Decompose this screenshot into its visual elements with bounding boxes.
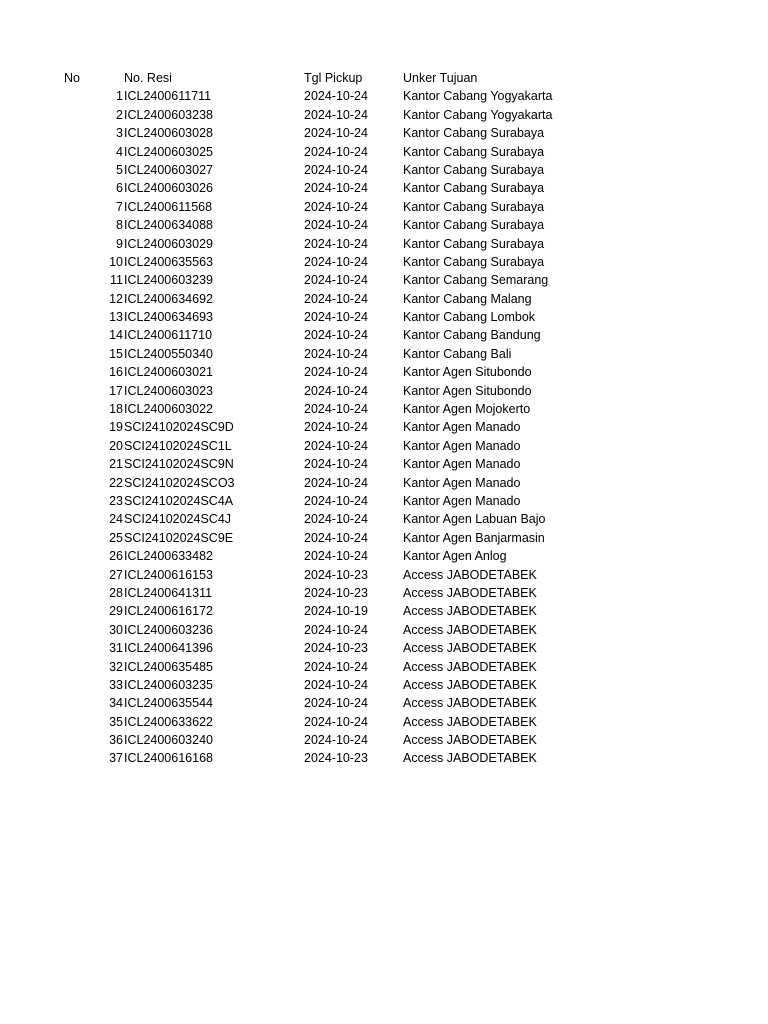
- header-unker-tujuan: Unker Tujuan: [403, 71, 478, 85]
- row-tgl-pickup: 2024-10-24: [304, 622, 368, 637]
- table-row: [0, 694, 768, 712]
- row-unker-tujuan: Kantor Cabang Surabaya: [403, 199, 545, 214]
- row-unker-tujuan: Access JABODETABEK: [403, 696, 537, 711]
- row-tgl-pickup: 2024-10-19: [304, 604, 368, 619]
- row-resi: SCI24102024SC9N: [124, 457, 234, 472]
- table-row: [0, 676, 768, 694]
- row-tgl-pickup: 2024-10-24: [304, 696, 368, 711]
- table-row: [0, 510, 768, 528]
- row-tgl-pickup: 2024-10-24: [304, 346, 368, 361]
- row-tgl-pickup: 2024-10-24: [304, 291, 368, 306]
- row-tgl-pickup: 2024-10-23: [304, 585, 368, 600]
- row-unker-tujuan: Access JABODETABEK: [403, 714, 537, 729]
- row-number: 6: [116, 181, 123, 196]
- row-tgl-pickup: 2024-10-24: [304, 493, 368, 508]
- row-number: 19: [109, 420, 123, 435]
- row-unker-tujuan: Access JABODETABEK: [403, 622, 537, 637]
- row-resi: ICL2400616153: [124, 567, 213, 582]
- row-unker-tujuan: Access JABODETABEK: [403, 733, 537, 748]
- row-number: 15: [109, 346, 123, 361]
- row-unker-tujuan: Kantor Agen Situbondo: [403, 365, 532, 380]
- row-unker-tujuan: Access JABODETABEK: [403, 659, 537, 674]
- row-resi: ICL2400603023: [124, 383, 213, 398]
- row-number: 35: [109, 714, 123, 729]
- row-unker-tujuan: Kantor Cabang Yogyakarta: [403, 89, 553, 104]
- row-resi: ICL2400603021: [124, 365, 213, 380]
- table-row: [0, 437, 768, 455]
- row-unker-tujuan: Kantor Cabang Malang: [403, 291, 532, 306]
- row-tgl-pickup: 2024-10-24: [304, 218, 368, 233]
- table-body: [0, 87, 768, 767]
- header-resi: No. Resi: [124, 71, 172, 85]
- row-resi: ICL2400603235: [124, 677, 213, 692]
- table-row: [0, 161, 768, 179]
- row-resi: ICL2400635544: [124, 696, 213, 711]
- table-row: [0, 658, 768, 676]
- row-number: 28: [109, 585, 123, 600]
- row-resi: ICL2400634088: [124, 218, 213, 233]
- row-tgl-pickup: 2024-10-24: [304, 144, 368, 159]
- row-resi: ICL2400603022: [124, 402, 213, 417]
- row-number: 11: [110, 273, 123, 288]
- table-row: [0, 363, 768, 381]
- row-number: 32: [109, 659, 123, 674]
- row-number: 33: [109, 677, 123, 692]
- row-tgl-pickup: 2024-10-24: [304, 402, 368, 417]
- row-tgl-pickup: 2024-10-24: [304, 714, 368, 729]
- row-unker-tujuan: Access JABODETABEK: [403, 604, 537, 619]
- row-tgl-pickup: 2024-10-24: [304, 365, 368, 380]
- table-row: [0, 455, 768, 473]
- row-tgl-pickup: 2024-10-24: [304, 475, 368, 490]
- table-row: [0, 326, 768, 344]
- table-row: [0, 87, 768, 105]
- row-tgl-pickup: 2024-10-24: [304, 310, 368, 325]
- row-resi: ICL2400603027: [124, 162, 213, 177]
- row-tgl-pickup: 2024-10-24: [304, 659, 368, 674]
- row-tgl-pickup: 2024-10-24: [304, 162, 368, 177]
- row-unker-tujuan: Kantor Agen Banjarmasin: [403, 530, 545, 545]
- row-unker-tujuan: Kantor Cabang Surabaya: [403, 162, 545, 177]
- table-row: [0, 566, 768, 584]
- row-number: 10: [109, 254, 123, 269]
- table-row: [0, 400, 768, 418]
- row-tgl-pickup: 2024-10-24: [304, 236, 368, 251]
- table-row: [0, 602, 768, 620]
- row-unker-tujuan: Access JABODETABEK: [403, 677, 537, 692]
- table-row: [0, 529, 768, 547]
- header-row: [0, 69, 768, 87]
- row-tgl-pickup: 2024-10-24: [304, 512, 368, 527]
- row-number: 29: [109, 604, 123, 619]
- table-row: [0, 749, 768, 767]
- table-row: [0, 253, 768, 271]
- row-unker-tujuan: Kantor Cabang Surabaya: [403, 144, 545, 159]
- row-number: 20: [109, 438, 123, 453]
- row-resi: ICL2400634692: [124, 291, 213, 306]
- table-row: [0, 547, 768, 565]
- row-unker-tujuan: Access JABODETABEK: [403, 567, 537, 582]
- row-resi: ICL2400611711: [124, 89, 212, 104]
- row-unker-tujuan: Kantor Agen Manado: [403, 420, 521, 435]
- table-row: [0, 382, 768, 400]
- row-number: 13: [109, 310, 123, 325]
- table-row: [0, 639, 768, 657]
- row-unker-tujuan: Kantor Agen Labuan Bajo: [403, 512, 546, 527]
- table-row: [0, 731, 768, 749]
- row-tgl-pickup: 2024-10-24: [304, 677, 368, 692]
- row-resi: ICL2400603028: [124, 126, 213, 141]
- row-number: 25: [109, 530, 123, 545]
- row-number: 37: [109, 751, 123, 766]
- row-resi: ICL2400633622: [124, 714, 213, 729]
- row-number: 12: [109, 291, 123, 306]
- row-unker-tujuan: Kantor Cabang Surabaya: [403, 236, 545, 251]
- row-tgl-pickup: 2024-10-24: [304, 420, 368, 435]
- row-number: 7: [116, 199, 123, 214]
- row-number: 30: [109, 622, 123, 637]
- row-unker-tujuan: Kantor Cabang Surabaya: [403, 218, 545, 233]
- row-unker-tujuan: Kantor Cabang Surabaya: [403, 181, 545, 196]
- row-tgl-pickup: 2024-10-24: [304, 457, 368, 472]
- table-row: [0, 474, 768, 492]
- table-row: [0, 198, 768, 216]
- row-number: 9: [116, 236, 123, 251]
- row-number: 26: [109, 549, 123, 564]
- row-resi: SCI24102024SC4J: [124, 512, 232, 527]
- shipment-table: [0, 69, 768, 768]
- row-tgl-pickup: 2024-10-24: [304, 328, 368, 343]
- row-resi: ICL2400611568: [124, 199, 213, 214]
- row-number: 31: [109, 641, 123, 656]
- row-unker-tujuan: Kantor Cabang Surabaya: [403, 254, 545, 269]
- row-resi: ICL2400634693: [124, 310, 213, 325]
- row-unker-tujuan: Kantor Agen Manado: [403, 438, 521, 453]
- row-unker-tujuan: Kantor Cabang Semarang: [403, 273, 549, 288]
- table-row: [0, 143, 768, 161]
- row-unker-tujuan: Kantor Agen Manado: [403, 493, 521, 508]
- header-no: No: [64, 71, 80, 85]
- row-number: 34: [109, 696, 123, 711]
- row-resi: ICL2400641396: [124, 641, 213, 656]
- row-unker-tujuan: Kantor Agen Manado: [403, 475, 521, 490]
- row-tgl-pickup: 2024-10-23: [304, 641, 368, 656]
- table-row: [0, 308, 768, 326]
- row-number: 2: [116, 107, 123, 122]
- row-number: 18: [109, 402, 123, 417]
- row-tgl-pickup: 2024-10-24: [304, 126, 368, 141]
- table-row: [0, 106, 768, 124]
- row-number: 3: [116, 126, 123, 141]
- row-number: 5: [116, 162, 123, 177]
- row-resi: SCI24102024SC4A: [124, 493, 234, 508]
- row-resi: ICL2400635485: [124, 659, 213, 674]
- row-resi: ICL2400603239: [124, 273, 213, 288]
- row-tgl-pickup: 2024-10-24: [304, 549, 368, 564]
- row-resi: ICL2400633482: [124, 549, 213, 564]
- row-unker-tujuan: Kantor Cabang Bali: [403, 346, 512, 361]
- row-resi: ICL2400616168: [124, 751, 213, 766]
- table-row: [0, 216, 768, 234]
- row-tgl-pickup: 2024-10-23: [304, 751, 368, 766]
- table-row: [0, 179, 768, 197]
- row-tgl-pickup: 2024-10-24: [304, 199, 368, 214]
- row-unker-tujuan: Access JABODETABEK: [403, 585, 537, 600]
- row-resi: SCI24102024SC9D: [124, 420, 234, 435]
- row-resi: ICL2400603025: [124, 144, 213, 159]
- row-unker-tujuan: Kantor Agen Situbondo: [403, 383, 532, 398]
- row-resi: ICL2400603240: [124, 733, 213, 748]
- row-number: 8: [116, 218, 123, 233]
- row-number: 4: [116, 144, 123, 159]
- row-tgl-pickup: 2024-10-24: [304, 733, 368, 748]
- row-unker-tujuan: Access JABODETABEK: [403, 751, 537, 766]
- row-resi: ICL2400635563: [124, 254, 213, 269]
- row-number: 14: [109, 328, 123, 343]
- row-resi: ICL2400603029: [124, 236, 213, 251]
- row-tgl-pickup: 2024-10-24: [304, 107, 368, 122]
- row-tgl-pickup: 2024-10-24: [304, 530, 368, 545]
- row-resi: ICL2400603026: [124, 181, 213, 196]
- row-number: 17: [109, 383, 123, 398]
- table-row: [0, 271, 768, 289]
- table-row: [0, 124, 768, 142]
- row-number: 21: [109, 457, 123, 472]
- row-number: 27: [109, 567, 123, 582]
- row-tgl-pickup: 2024-10-24: [304, 181, 368, 196]
- table-row: [0, 713, 768, 731]
- row-resi: ICL2400641311: [124, 585, 213, 600]
- row-tgl-pickup: 2024-10-23: [304, 567, 368, 582]
- row-number: 24: [109, 512, 123, 527]
- table-row: [0, 621, 768, 639]
- table-row: [0, 290, 768, 308]
- row-number: 22: [109, 475, 123, 490]
- row-resi: SCI24102024SC1L: [124, 438, 232, 453]
- row-resi: SCI24102024SC9E: [124, 530, 234, 545]
- row-tgl-pickup: 2024-10-24: [304, 438, 368, 453]
- row-unker-tujuan: Kantor Agen Anlog: [403, 549, 507, 564]
- row-unker-tujuan: Access JABODETABEK: [403, 641, 537, 656]
- row-resi: ICL2400603238: [124, 107, 213, 122]
- row-resi: SCI24102024SCO3: [124, 475, 235, 490]
- row-number: 16: [109, 365, 123, 380]
- row-unker-tujuan: Kantor Agen Manado: [403, 457, 521, 472]
- table-row: [0, 418, 768, 436]
- row-unker-tujuan: Kantor Cabang Yogyakarta: [403, 107, 553, 122]
- row-tgl-pickup: 2024-10-24: [304, 254, 368, 269]
- table-row: [0, 345, 768, 363]
- row-unker-tujuan: Kantor Cabang Bandung: [403, 328, 541, 343]
- row-resi: ICL2400550340: [124, 346, 213, 361]
- row-tgl-pickup: 2024-10-24: [304, 273, 368, 288]
- row-unker-tujuan: Kantor Cabang Surabaya: [403, 126, 545, 141]
- row-tgl-pickup: 2024-10-24: [304, 89, 368, 104]
- row-unker-tujuan: Kantor Agen Mojokerto: [403, 402, 531, 417]
- row-unker-tujuan: Kantor Cabang Lombok: [403, 310, 536, 325]
- table-row: [0, 584, 768, 602]
- row-number: 23: [109, 493, 123, 508]
- row-resi: ICL2400603236: [124, 622, 213, 637]
- header-tgl-pickup: Tgl Pickup: [304, 71, 363, 85]
- table-row: [0, 492, 768, 510]
- row-resi: ICL2400611710: [124, 328, 213, 343]
- table-row: [0, 235, 768, 253]
- row-resi: ICL2400616172: [124, 604, 213, 619]
- row-number: 1: [116, 89, 123, 104]
- row-tgl-pickup: 2024-10-24: [304, 383, 368, 398]
- row-number: 36: [109, 733, 123, 748]
